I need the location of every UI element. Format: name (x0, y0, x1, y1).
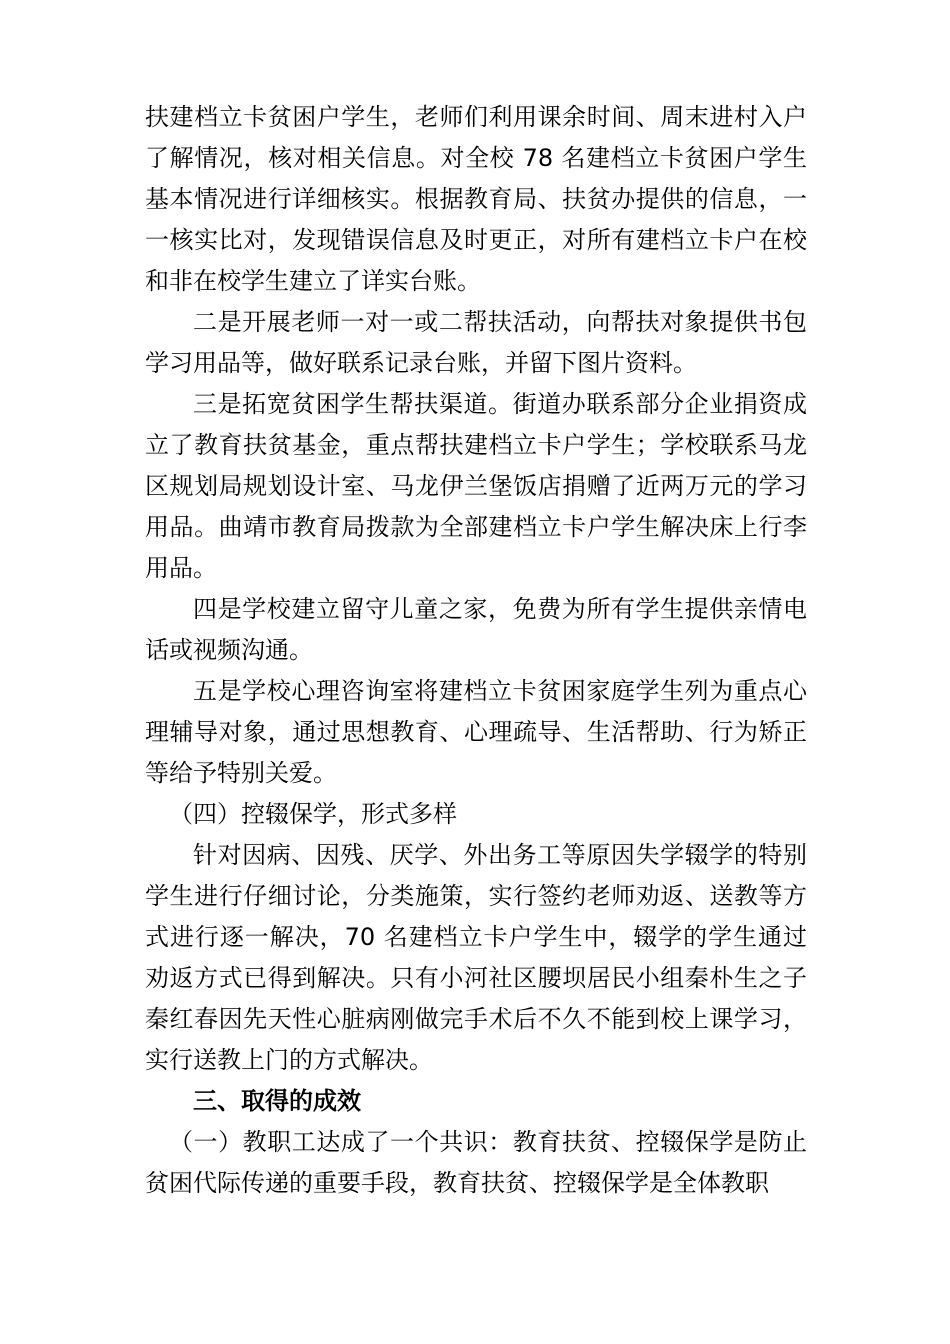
paragraph-consensus: （一）教职工达成了一个共识：教育扶贫、控辍保学是防止贫困代际传递的重要手段，教育扶贫、控辍保学是全体教职 (145, 1128, 807, 1197)
paragraph-item-five: 五是学校心理咨询室将建档立卡贫困家庭学生列为重点心理辅导对象，通过思想教育、心理疏导、生活帮助、行为矫正等给予特别关爱。 (145, 677, 807, 787)
paragraph-item-three: 三是拓宽贫困学生帮扶渠道。街道办联系部分企业捐资成立了教育扶贫基金，重点帮扶建档立卡户学生；学校联系马龙区规划局规划设计室、马龙伊兰堡饭店捐赠了近两万元的学习用品。曲靖市教育局拨款为全部建档立卡户学生解决床上行李用品。 (145, 390, 807, 582)
section-heading-results: 三、取得的成效 (193, 1087, 361, 1115)
subsection-heading-four: （四）控辍保学，形式多样 (169, 800, 457, 828)
paragraph-item-four: 四是学校建立留守儿童之家，免费为所有学生提供亲情电话或视频沟通。 (145, 595, 807, 664)
paragraph-dropout-control: 针对因病、因残、厌学、外出务工等原因失学辍学的特别学生进行仔细讨论，分类施策，实行签约老师劝返、送教等方式进行逐一解决，70 名建档立卡户学生中，辍学的学生通过劝返方式已得到解决。只有小河社区腰坝居民小组秦朴生之子秦红春因先天性心脏病刚做完手术后不久不能到校上课学习，实行送教上门的方式解决。 (145, 841, 807, 1074)
paragraph-item-two: 二是开展老师一对一或二帮扶活动，向帮扶对象提供书包学习用品等，做好联系记录台账，并留下图片资料。 (145, 308, 807, 377)
document-body (145, 97, 807, 1204)
paragraph-continuation: 扶建档立卡贫困户学生，老师们利用课余时间、周末进村入户了解情况，核对相关信息。对全校 78 名建档立卡贫困户学生基本情况进行详细核实。根据教育局、扶贫办提供的信息，一一核实比对，发现错误信息及时更正，对所有建档立卡户在校和非在校学生建立了详实台账。 (145, 103, 807, 295)
